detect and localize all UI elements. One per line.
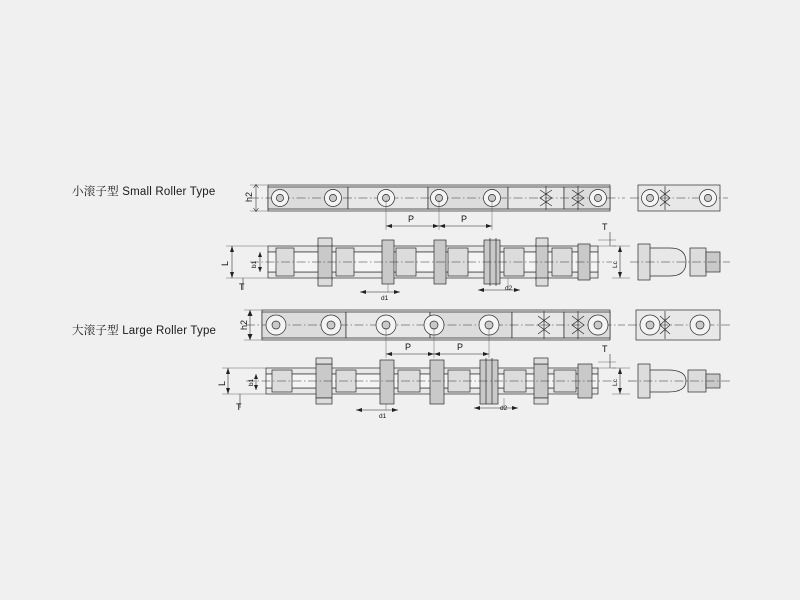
dim-p-left-large: P <box>405 342 412 352</box>
small-roller-side-view <box>220 222 616 302</box>
dim-T-bottom-small: T <box>239 282 245 292</box>
row-label-large-roller: 大滚子型 Large Roller Type <box>72 325 217 337</box>
dim-L-large: L <box>217 380 227 386</box>
dim-p-left-small: P <box>408 214 415 224</box>
large-roller-plan-view <box>239 310 625 358</box>
dim-h2-small: h2 <box>244 191 254 202</box>
dim-d1-large: d1 <box>379 413 387 420</box>
small-roller-plan-view <box>244 185 625 231</box>
dim-Lc-small: Lc <box>612 261 619 268</box>
dim-d2-small: d2 <box>505 285 513 292</box>
dim-L-small: L <box>220 260 230 266</box>
dim-T-top-large: T <box>602 344 608 354</box>
dim-p-right-small: P <box>461 214 468 224</box>
dim-b1-large: b1 <box>248 378 255 386</box>
dim-h2-large: h2 <box>239 319 249 330</box>
dim-T-bottom-large: T <box>236 402 242 412</box>
dim-Lc-large: Lc <box>612 379 619 386</box>
large-roller-end-view-plan <box>628 310 730 340</box>
large-roller-side-view <box>217 344 616 420</box>
small-roller-end-view-side <box>612 244 730 280</box>
dim-p-right-large: P <box>457 342 464 352</box>
row-label-small-roller: 小滚子型 Small Roller Type <box>72 186 216 198</box>
large-roller-end-view-side <box>612 364 732 398</box>
small-roller-end-view-plan <box>630 185 728 211</box>
dim-T-top-small: T <box>602 222 608 232</box>
dim-b1-small: b1 <box>251 260 258 268</box>
dim-d2-large: d2 <box>500 405 508 412</box>
dim-d1-small: d1 <box>381 295 389 302</box>
